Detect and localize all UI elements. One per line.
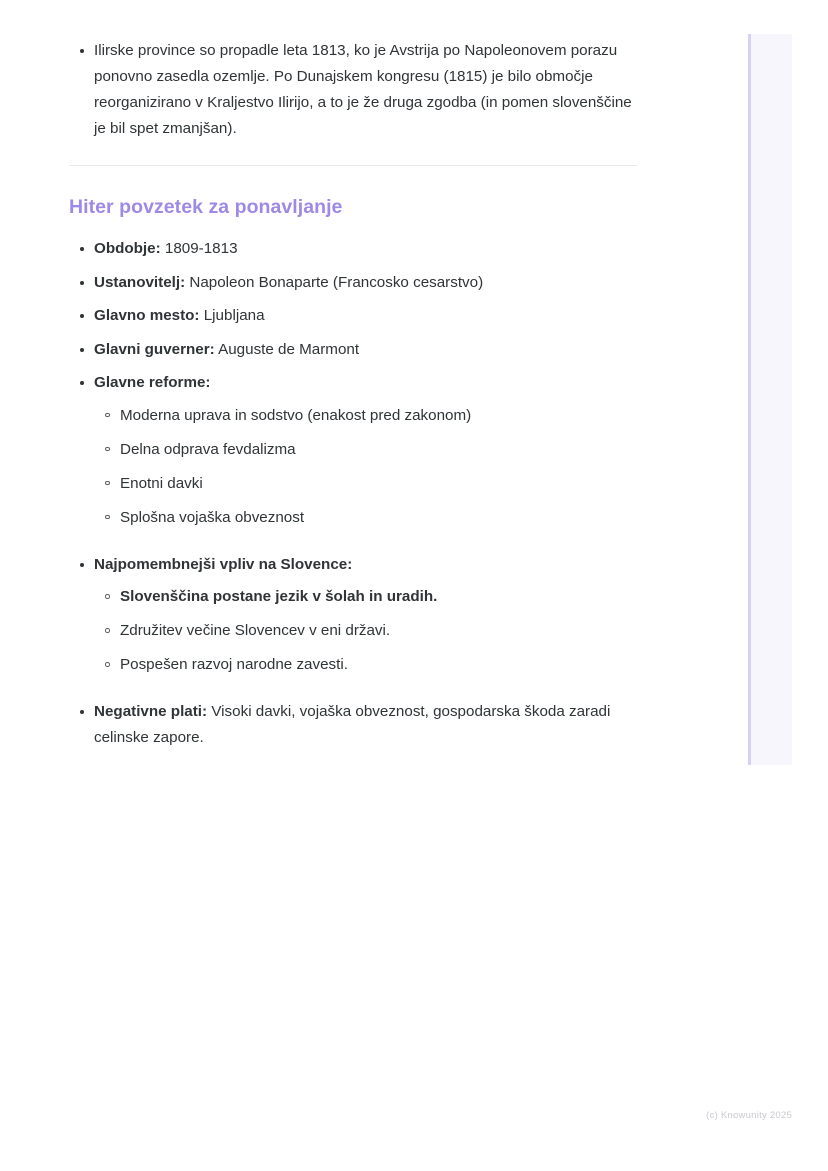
right-side-panel — [748, 34, 792, 765]
document-content — [69, 38, 637, 758]
page-title: Hiter povzetek za ponavljanje — [69, 196, 343, 218]
list-item — [69, 270, 637, 296]
list-item-label: Glavni guverner: — [94, 340, 215, 358]
summary-list — [69, 236, 637, 750]
sub-list-item — [94, 471, 637, 496]
list-item — [69, 236, 637, 262]
sub-list-item-text: Enotni davki — [120, 474, 203, 492]
sub-list-item-text: Slovenščina postane jezik v šolah in uradih. — [120, 588, 438, 605]
list-item-label: Ustanovitelj: — [94, 273, 186, 291]
list-item-label: Najpomembnejši vpliv na Slovence: — [94, 555, 353, 573]
sub-list-item-text: Moderna uprava in sodstvo (enakost pred zakonom) — [120, 406, 472, 424]
list-item-label: Glavne reforme: — [94, 374, 211, 391]
list-item-label: Obdobje: — [94, 240, 161, 257]
list-item — [69, 370, 637, 530]
intro-bullet-list — [69, 38, 637, 142]
list-item-value: 1809-1813 — [164, 240, 238, 257]
sub-list-item-text: Pospešen razvoj narodne zavesti. — [120, 656, 348, 673]
list-item — [69, 552, 637, 678]
list-item-value: Ljubljana — [203, 307, 265, 324]
sub-list — [94, 403, 637, 530]
sub-list-item — [94, 505, 637, 530]
section-divider — [69, 165, 637, 166]
list-item-label: Negativne plati: — [94, 703, 208, 720]
list-item — [69, 699, 637, 750]
sub-list-item — [94, 584, 637, 609]
list-item-value: Auguste de Marmont — [218, 340, 360, 358]
list-item — [69, 303, 637, 329]
list-item — [69, 337, 637, 363]
sub-list-item — [94, 437, 637, 462]
list-item — [69, 38, 637, 142]
intro-paragraph-text: Ilirske province so propadle leta 1813, ko je Avstrija po Napoleonovem porazu ponovno zasedla ozemlje. Po Dunajskem kongresu (1815) je bilo območje reorganizirano v Kraljestvo Ilirijo, a to je že druga zgodba (in pomen slovenščine je bil spet zmanjšan). — [94, 42, 632, 137]
sub-list — [94, 584, 637, 677]
sub-list-item-text: Združitev večine Slovencev v eni državi. — [120, 622, 391, 639]
footer-credit: (c) Knowunity 2025 — [706, 1110, 792, 1121]
sub-list-item-text: Delna odprava fevdalizma — [120, 440, 296, 458]
list-item-label: Glavno mesto: — [94, 307, 200, 324]
sub-list-item-text: Splošna vojaška obveznost — [120, 508, 305, 526]
list-item-value: Napoleon Bonaparte (Francosko cesarstvo) — [189, 273, 484, 291]
sub-list-item — [94, 618, 637, 643]
sub-list-item — [94, 403, 637, 428]
sub-list-item — [94, 652, 637, 677]
list-item-value: Visoki davki, vojaška obveznost, gospodarska škoda zaradi celinske zapore. — [94, 703, 611, 746]
